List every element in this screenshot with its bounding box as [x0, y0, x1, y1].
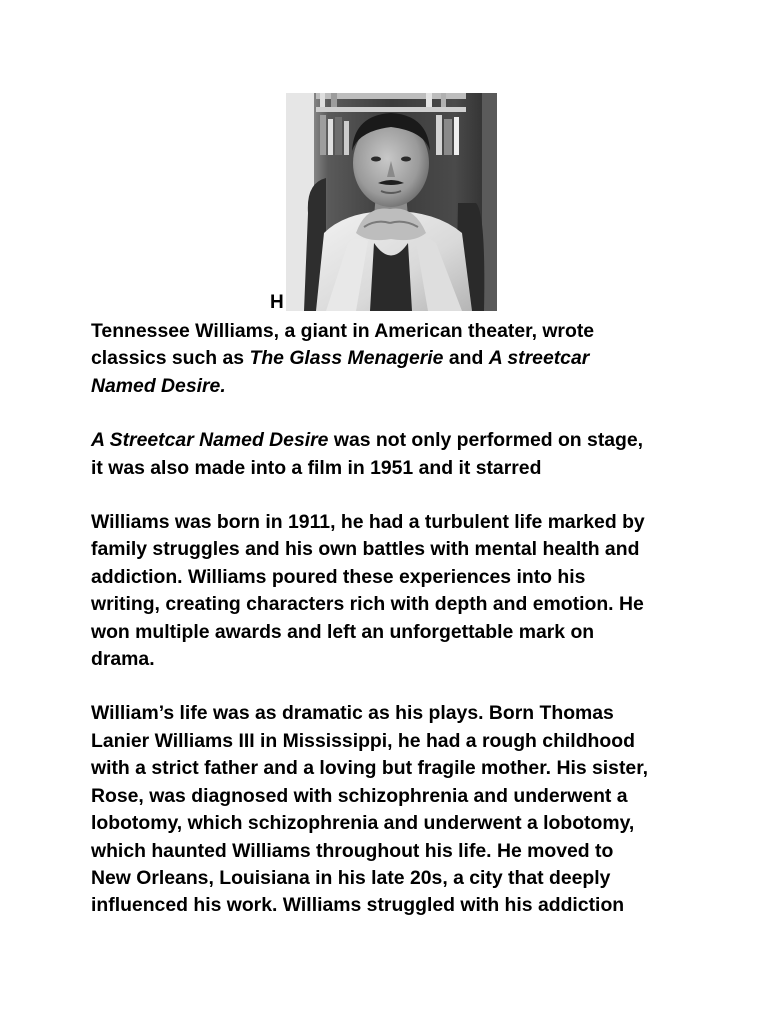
text-run: and — [443, 347, 489, 370]
author-portrait-photo — [286, 93, 497, 311]
italic-title: A streetcar — [488, 347, 590, 370]
text-run: it was also made into a film in 1951 and it starred — [91, 456, 542, 479]
text-line — [91, 564, 681, 591]
text-line — [91, 591, 681, 618]
text-line — [91, 755, 681, 782]
text-line — [91, 810, 681, 837]
text-run: New Orleans, Louisiana in his late 20s, a city that deeply — [91, 866, 611, 889]
text-run: addiction. Williams poured these experiences into his — [91, 565, 586, 588]
text-line — [91, 455, 681, 482]
text-line — [91, 619, 681, 646]
text-line — [91, 783, 681, 810]
italic-title: Named Desire. — [91, 374, 226, 397]
text-run: won multiple awards and left an unforgettable mark on — [91, 620, 595, 643]
text-line — [91, 427, 681, 454]
italic-title: A Streetcar Named Desire — [91, 429, 329, 452]
text-line — [91, 318, 681, 345]
body-text — [91, 318, 681, 947]
stray-heading-letter: H — [270, 292, 284, 313]
paragraph — [91, 700, 681, 919]
text-run: Tennessee Williams, a giant in American theater, wrote — [91, 320, 595, 342]
italic-title: The Glass Menagerie — [249, 347, 444, 370]
text-line — [91, 646, 681, 673]
text-line — [91, 700, 681, 727]
text-line — [91, 838, 681, 865]
text-run: Lanier Williams III in Mississippi, he had a rough childhood — [91, 729, 635, 752]
portrait-illustration — [286, 93, 497, 311]
text-run: with a strict father and a loving but fragile mother. His sister, — [91, 757, 649, 780]
text-run: influenced his work. Williams struggled with his addiction — [91, 894, 625, 917]
text-run: Rose, was diagnosed with schizophrenia and underwent a — [91, 784, 628, 807]
text-line — [91, 536, 681, 563]
text-run: writing, creating characters rich with depth and emotion. He — [91, 593, 644, 616]
paragraph — [91, 318, 681, 400]
paragraph — [91, 509, 681, 673]
text-line — [91, 728, 681, 755]
text-run: family struggles and his own battles with mental health and — [91, 538, 640, 561]
text-run: was not only performed on stage, — [328, 429, 644, 452]
text-line — [91, 892, 681, 919]
text-run: classics such as — [91, 347, 250, 370]
text-run: lobotomy, which schizophrenia and underwent a lobotomy, — [91, 812, 635, 835]
text-line — [91, 345, 681, 372]
text-line — [91, 865, 681, 892]
text-run: Williams was born in 1911, he had a turbulent life marked by — [91, 511, 645, 534]
text-line — [91, 373, 681, 400]
text-line — [91, 509, 681, 536]
text-run: drama. — [91, 648, 155, 671]
paragraph — [91, 427, 681, 482]
text-run: William’s life was as dramatic as his plays. Born Thomas — [91, 702, 614, 725]
text-run: which haunted Williams throughout his life. He moved to — [91, 839, 614, 862]
